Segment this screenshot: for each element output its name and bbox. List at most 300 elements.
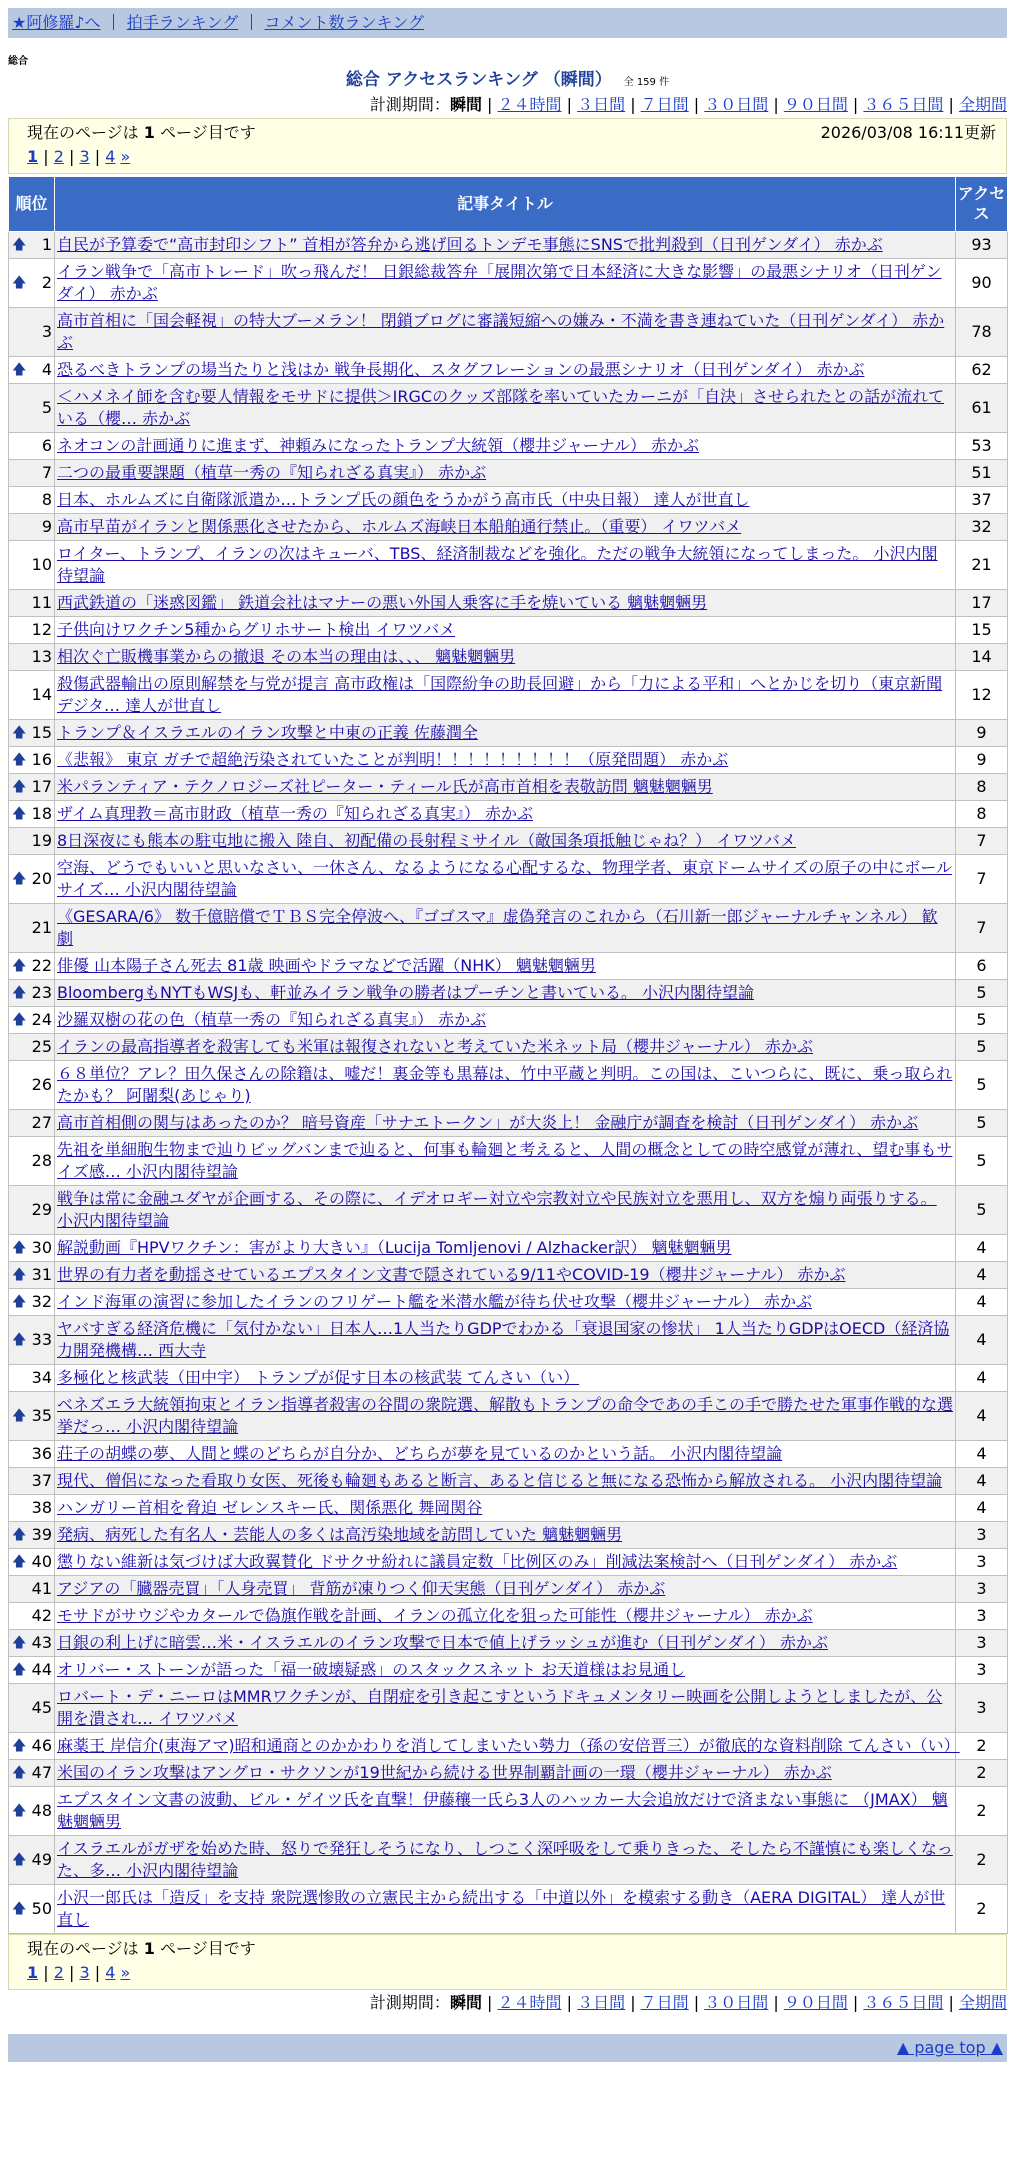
rank-up-arrow-icon: 🡅 bbox=[12, 779, 27, 795]
rank-up-arrow-icon: 🡅 bbox=[12, 1294, 27, 1310]
nav-home-link[interactable]: ★阿修羅♪へ bbox=[12, 13, 101, 32]
rank-number: 34 bbox=[31, 1368, 52, 1387]
period-label: 計測期間： bbox=[369, 95, 450, 114]
page-separator: | bbox=[89, 1963, 106, 1982]
rank-number: 23 bbox=[31, 983, 52, 1002]
period-option[interactable]: ３６５日間 bbox=[863, 1993, 944, 2012]
period-separator: | bbox=[943, 1993, 959, 2012]
title-cell bbox=[55, 384, 956, 433]
article-title-link[interactable]: 戦争は常に金融ユダヤが企画する、その際に、イデオロギー対立や宗教対立や民族対立を悪用し、双方を煽り両張りする。 小沢内閣待望論 bbox=[57, 1189, 937, 1230]
total-count: 全 159 件 bbox=[623, 77, 670, 88]
article-title-link[interactable]: BloombergもNYTもWSJも、軒並みイラン戦争の勝者はプーチンと書いている。 小沢内閣待望論 bbox=[57, 983, 755, 1002]
rank-number: 37 bbox=[31, 1471, 52, 1490]
rank-number: 42 bbox=[31, 1606, 52, 1625]
access-count: 78 bbox=[956, 308, 1008, 357]
rank-number: 20 bbox=[31, 869, 52, 888]
article-title-link[interactable]: 西武鉄道の「迷惑図鑑」 鉄道会社はマナーの悪い外国人乗客に手を焼いている 魑魅魍魎男 bbox=[57, 593, 708, 612]
access-count: 4 bbox=[956, 1392, 1008, 1441]
period-option[interactable]: ３０日間 bbox=[704, 95, 769, 114]
title-cell bbox=[55, 1549, 956, 1576]
access-count: 8 bbox=[956, 801, 1008, 828]
rank-number: 11 bbox=[31, 593, 52, 612]
table-row bbox=[9, 1836, 1008, 1885]
table-row bbox=[9, 953, 1008, 980]
next-page-link[interactable]: » bbox=[120, 147, 131, 166]
category-label: 総合 bbox=[8, 56, 28, 67]
article-title-link[interactable]: ６８単位？アレ？田久保さんの除籍は、嘘だ！裏金等も黒幕は、竹中平蔵と判明。この国は、こいつらに、既に、乗っ取られたかも？ 阿闍梨(あじゃり) bbox=[57, 1064, 953, 1105]
table-row bbox=[9, 1657, 1008, 1684]
period-separator: | bbox=[847, 95, 864, 114]
period-option: 瞬間 bbox=[449, 1993, 482, 2012]
access-count: 4 bbox=[956, 1441, 1008, 1468]
article-title-link[interactable]: 相次ぐ亡販機事業からの撤退 その本当の理由は、、、 魑魅魍魎男 bbox=[57, 647, 516, 666]
access-count: 5 bbox=[956, 1061, 1008, 1110]
pagination-bottom bbox=[27, 1961, 996, 1985]
page-link[interactable]: 2 bbox=[53, 1963, 64, 1982]
article-title-link[interactable]: トランプ＆イスラエルのイラン攻撃と中東の正義 佐藤潤全 bbox=[57, 723, 478, 742]
table-row bbox=[9, 1365, 1008, 1392]
table-row bbox=[9, 1549, 1008, 1576]
article-title-link[interactable]: ハンガリー首相を脅迫 ゼレンスキー氏、関係悪化 舞岡関谷 bbox=[57, 1498, 483, 1517]
rank-cell bbox=[9, 232, 55, 259]
period-option[interactable]: ３日間 bbox=[577, 1993, 626, 2012]
rank-number: 32 bbox=[31, 1292, 52, 1311]
rank-up-arrow-icon: 🡅 bbox=[12, 871, 27, 887]
access-count: 2 bbox=[956, 1836, 1008, 1885]
access-count: 3 bbox=[956, 1549, 1008, 1576]
rank-up-arrow-icon: 🡅 bbox=[12, 1662, 27, 1678]
title-cell bbox=[55, 1495, 956, 1522]
rank-number: 6 bbox=[41, 436, 52, 455]
rank-cell bbox=[9, 1684, 55, 1733]
title-cell bbox=[55, 357, 956, 384]
page-link[interactable]: 2 bbox=[53, 147, 64, 166]
title-cell bbox=[55, 1289, 956, 1316]
rank-up-arrow-icon: 🡅 bbox=[12, 1332, 27, 1348]
rank-up-arrow-icon: 🡅 bbox=[12, 1901, 27, 1917]
article-title-link[interactable]: ネオコンの計画通りに進まず、神頼みになったトランプ大統領（櫻井ジャーナル） 赤かぶ bbox=[57, 436, 700, 455]
article-title-link[interactable]: イラン戦争で「高市トレード」吹っ飛んだ！ 日銀総裁答弁「展開次第で日本経済に大きな影響」の最悪シナリオ（日刊ゲンダイ） 赤かぶ bbox=[57, 262, 942, 303]
page-link[interactable]: 1 bbox=[27, 147, 39, 166]
rank-up-arrow-icon: 🡅 bbox=[12, 237, 27, 253]
article-title-link[interactable]: 世界の有力者を動揺させているエプスタイン文書で隠されている9/11やCOVID-19（櫻井ジャーナル） 赤かぶ bbox=[57, 1265, 846, 1284]
page-info-bottom: 現在のページは 1 ページ目です bbox=[27, 1939, 256, 1958]
period-option[interactable]: 全期間 bbox=[958, 1993, 1007, 2012]
rank-cell bbox=[9, 1657, 55, 1684]
article-title-link[interactable]: インド海軍の演習に参加したイランのフリゲート艦を米潜水艦が待ち伏せ攻撃（櫻井ジャーナル） 赤かぶ bbox=[57, 1292, 813, 1311]
table-row bbox=[9, 747, 1008, 774]
title-cell bbox=[55, 514, 956, 541]
table-row bbox=[9, 1522, 1008, 1549]
table-row bbox=[9, 644, 1008, 671]
article-title-link[interactable]: オリバー・ストーンが語った「福一破壊疑惑」のスタックスネット お天道様はお見通し bbox=[57, 1660, 686, 1679]
period-option[interactable]: ２４時間 bbox=[497, 1993, 562, 2012]
access-count: 4 bbox=[956, 1262, 1008, 1289]
article-title-link[interactable]: ＜ハメネイ師を含む要人情報をモサドに提供＞IRGCのクッズ部隊を率いていたカーニが「自決」させられたとの話が流れている（櫻… 赤かぶ bbox=[57, 387, 945, 428]
access-count: 5 bbox=[956, 980, 1008, 1007]
access-count: 2 bbox=[956, 1885, 1008, 1934]
article-title-link[interactable]: 高市早苗がイランと関係悪化させたから、ホルムズ海峡日本船舶通行禁止。（重要） イワツバメ bbox=[57, 517, 742, 536]
title-cell bbox=[55, 590, 956, 617]
table-row bbox=[9, 720, 1008, 747]
title-cell bbox=[55, 644, 956, 671]
table-row bbox=[9, 1262, 1008, 1289]
table-row bbox=[9, 1468, 1008, 1495]
table-row bbox=[9, 1885, 1008, 1934]
rank-number: 9 bbox=[41, 517, 52, 536]
rank-number: 7 bbox=[41, 463, 52, 482]
title-cell bbox=[55, 747, 956, 774]
article-title-link[interactable]: モサドがサウジやカタールで偽旗作戦を計画、イランの孤立化を狙った可能性（櫻井ジャーナル） 赤かぶ bbox=[57, 1606, 813, 1625]
access-count: 2 bbox=[956, 1733, 1008, 1760]
rank-cell bbox=[9, 1137, 55, 1186]
page-link[interactable]: 3 bbox=[79, 147, 90, 166]
table-row bbox=[9, 1733, 1008, 1760]
title-cell bbox=[55, 671, 956, 720]
article-title-link[interactable]: 多極化と核武装（田中宇） トランプが促す日本の核武装 てんさい（い） bbox=[57, 1368, 580, 1387]
access-count: 37 bbox=[956, 487, 1008, 514]
page-link[interactable]: 1 bbox=[27, 1963, 39, 1982]
rank-number: 14 bbox=[31, 685, 52, 704]
top-nav bbox=[8, 8, 1007, 38]
rank-cell bbox=[9, 1549, 55, 1576]
access-count: 17 bbox=[956, 590, 1008, 617]
title-cell bbox=[55, 1262, 956, 1289]
rank-cell bbox=[9, 1787, 55, 1836]
table-row bbox=[9, 1684, 1008, 1733]
period-separator: | bbox=[768, 1993, 784, 2012]
rank-number: 8 bbox=[41, 490, 52, 509]
rank-up-arrow-icon: 🡅 bbox=[12, 1527, 27, 1543]
article-title-link[interactable]: 小沢一郎氏は「造反」を支持 衆院選惨敗の立憲民主から続出する「中道以外」を模索する動き（AERA DIGITAL） 達人が世直し bbox=[57, 1888, 946, 1929]
article-title-link[interactable]: イランの最高指導者を殺害しても米軍は報復されないと考えていた米ネット局（櫻井ジャーナル） 赤かぶ bbox=[57, 1037, 813, 1056]
article-title-link[interactable]: 先祖を単細胞生物まで辿りビッグバンまで辿ると、何事も輪廻と考えると、人間の概念としての時空感覚が薄れ、望む事もサイズ感… 小沢内閣待望論 bbox=[57, 1140, 953, 1181]
title-cell bbox=[55, 1630, 956, 1657]
nav-separator: ｜ bbox=[105, 13, 122, 32]
rank-cell bbox=[9, 1316, 55, 1365]
nav-comment-ranking-link[interactable]: コメント数ランキング bbox=[264, 13, 425, 32]
table-row bbox=[9, 1061, 1008, 1110]
article-title-link[interactable]: アジアの「臓器売買」「人身売買」 背筋が凍りつく仰天実態（日刊ゲンダイ） 赤かぶ bbox=[57, 1579, 666, 1598]
rank-cell bbox=[9, 855, 55, 904]
table-row bbox=[9, 1316, 1008, 1365]
period-option[interactable]: ９０日間 bbox=[783, 1993, 848, 2012]
article-title-link[interactable]: ヤバすぎる経済危機に「気付かない」日本人…1人当たりGDPでわかる「衰退国家の惨状」 1人当たりGDPはOECD（経済協力開発機構… 西大寺 bbox=[57, 1319, 950, 1360]
rank-up-arrow-icon: 🡅 bbox=[12, 1012, 27, 1028]
rank-number: 28 bbox=[31, 1151, 52, 1170]
table-row bbox=[9, 357, 1008, 384]
title-cell bbox=[55, 1657, 956, 1684]
title-cell bbox=[55, 720, 956, 747]
period-separator: | bbox=[768, 95, 784, 114]
article-title-link[interactable]: 日銀の利上げに暗雲…米・イスラエルのイラン攻撃で日本で値上げラッシュが進む（日刊ゲンダイ） 赤かぶ bbox=[57, 1633, 829, 1652]
table-row bbox=[9, 904, 1008, 953]
article-title-link[interactable]: 二つの最重要課題（植草一秀の『知られざる真実』） 赤かぶ bbox=[57, 463, 487, 482]
rank-cell bbox=[9, 541, 55, 590]
period-separator: | bbox=[561, 95, 578, 114]
rank-up-arrow-icon: 🡅 bbox=[12, 362, 27, 378]
title-cell bbox=[55, 1836, 956, 1885]
rank-number: 35 bbox=[31, 1406, 52, 1425]
access-count: 3 bbox=[956, 1522, 1008, 1549]
rank-cell bbox=[9, 1760, 55, 1787]
title-cell bbox=[55, 1392, 956, 1441]
rank-number: 40 bbox=[31, 1552, 52, 1571]
page-title bbox=[8, 68, 1007, 92]
rank-up-arrow-icon: 🡅 bbox=[12, 1408, 27, 1424]
table-row bbox=[9, 1392, 1008, 1441]
page-separator: | bbox=[38, 1963, 54, 1982]
table-row bbox=[9, 1186, 1008, 1235]
rank-up-arrow-icon: 🡅 bbox=[12, 275, 27, 291]
title-cell bbox=[55, 1468, 956, 1495]
page-separator: | bbox=[89, 147, 106, 166]
access-count: 5 bbox=[956, 1007, 1008, 1034]
article-title-link[interactable]: エプスタイン文書の波動、ビル・ゲイツ氏を直撃！伊藤穰一氏ら3人のハッカー大会追放だけで済まない事態に （JMAX） 魑魅魍魎男 bbox=[57, 1790, 948, 1831]
period-separator: | bbox=[481, 95, 498, 114]
article-title-link[interactable]: 解説動画『HPVワクチン：害がより大きい』（Lucija Tomljenovi / Alzhacker訳） 魑魅魍魎男 bbox=[57, 1238, 732, 1257]
period-option[interactable]: ９０日間 bbox=[783, 95, 848, 114]
period-option[interactable]: ７日間 bbox=[640, 1993, 689, 2012]
table-row bbox=[9, 1603, 1008, 1630]
rank-cell bbox=[9, 1262, 55, 1289]
rank-cell bbox=[9, 774, 55, 801]
rank-number: 1 bbox=[41, 235, 52, 254]
access-count: 6 bbox=[956, 953, 1008, 980]
article-title-link[interactable]: 米国のイラン攻撃はアングロ・サクソンが19世紀から続ける世界制覇計画の一環（櫻井ジャーナル） 赤かぶ bbox=[57, 1763, 832, 1782]
rank-number: 2 bbox=[41, 273, 52, 292]
access-count: 14 bbox=[956, 644, 1008, 671]
page-link[interactable]: 3 bbox=[79, 1963, 90, 1982]
period-separator: | bbox=[625, 1993, 641, 2012]
access-count: 4 bbox=[956, 1316, 1008, 1365]
nav-separator: ｜ bbox=[243, 13, 260, 32]
nav-applause-ranking-link[interactable]: 拍手ランキング bbox=[126, 13, 239, 32]
footer-bar bbox=[8, 2034, 1007, 2062]
table-row bbox=[9, 384, 1008, 433]
rank-number: 3 bbox=[41, 322, 52, 341]
period-separator: | bbox=[688, 95, 705, 114]
rank-cell bbox=[9, 487, 55, 514]
rank-up-arrow-icon: 🡅 bbox=[12, 1240, 27, 1256]
article-title-link[interactable]: イスラエルがガザを始めた時、怒りで発狂しそうになり、しつこく深呼吸をして乗りきった、そしたら不謹慎にも楽しくなった、多… 小沢内閣待望論 bbox=[57, 1839, 953, 1880]
article-title-link[interactable]: 子供向けワクチン5種からグリホサート検出 イワツバメ bbox=[57, 620, 456, 639]
title-cell bbox=[55, 1061, 956, 1110]
table-row bbox=[9, 487, 1008, 514]
rank-number: 27 bbox=[31, 1113, 52, 1132]
article-title-link[interactable]: 沙羅双樹の花の色（植草一秀の『知られざる真実』） 赤かぶ bbox=[57, 1010, 487, 1029]
article-title-link[interactable]: ベネズエラ大統領拘束とイラン指導者殺害の谷間の衆院選、解散もトランプの命令であの手この手で勝たせた軍事作戦的な選挙だっ… 小沢内閣待望論 bbox=[57, 1395, 954, 1436]
rank-number: 22 bbox=[31, 956, 52, 975]
article-title-link[interactable]: 懲りない維新は気づけば大政翼賛化 ドサクサ紛れに議員定数「比例区のみ」削減法案検討へ（日刊ゲンダイ） 赤かぶ bbox=[57, 1552, 898, 1571]
access-count: 2 bbox=[956, 1787, 1008, 1836]
rank-cell bbox=[9, 1392, 55, 1441]
article-title-link[interactable]: 高市首相に「国会軽視」の特大ブーメラン！ 閉鎖ブログに審議短縮への嫌み・不満を書き連ねていた（日刊ゲンダイ） 赤かぶ bbox=[57, 311, 945, 352]
article-title-link[interactable]: 現代、僧侶になった看取り女医、死後も輪廻もあると断言、あると信じると無になる恐怖から解放される。 小沢内閣待望論 bbox=[57, 1471, 943, 1490]
period-option[interactable]: ３６５日間 bbox=[863, 95, 944, 114]
article-title-link[interactable]: 高市首相側の関与はあったのか？ 暗号資産「サナエトークン」が大炎上！ 金融庁が調査を検討（日刊ゲンダイ） 赤かぶ bbox=[57, 1113, 919, 1132]
access-count: 7 bbox=[956, 855, 1008, 904]
pagination-top bbox=[27, 145, 996, 169]
article-title-link[interactable]: 8日深夜にも熊本の駐屯地に搬入 陸自、初配備の長射程ミサイル（敵国条項抵触じゃね？） イワツバメ bbox=[57, 831, 796, 850]
rank-up-arrow-icon: 🡅 bbox=[12, 725, 27, 741]
rank-up-arrow-icon: 🡅 bbox=[12, 752, 27, 768]
rank-cell bbox=[9, 590, 55, 617]
article-title-link[interactable]: 恐るべきトランプの場当たりと浅はか 戦争長期化、スタグフレーションの最悪シナリオ（日刊ゲンダイ） 赤かぶ bbox=[57, 360, 865, 379]
table-row bbox=[9, 1576, 1008, 1603]
rank-cell bbox=[9, 1576, 55, 1603]
table-row bbox=[9, 801, 1008, 828]
rank-cell bbox=[9, 1034, 55, 1061]
title-cell bbox=[55, 460, 956, 487]
article-title-link[interactable]: 米パランティア・テクノロジーズ社ピーター・ティール氏が高市首相を表敬訪問 魑魅魍魎男 bbox=[57, 777, 713, 796]
article-title-link[interactable]: 自民が予算委で“高市封印シフト” 首相が答弁から逃げ回るトンデモ事態にSNSで批判殺到（日刊ゲンダイ） 赤かぶ bbox=[57, 235, 883, 254]
rank-number: 46 bbox=[31, 1736, 52, 1755]
rank-number: 24 bbox=[31, 1010, 52, 1029]
rank-number: 10 bbox=[31, 555, 52, 574]
next-page-link[interactable]: » bbox=[120, 1963, 131, 1982]
table-row bbox=[9, 433, 1008, 460]
table-row bbox=[9, 1289, 1008, 1316]
period-separator: | bbox=[847, 1993, 864, 2012]
rank-up-arrow-icon: 🡅 bbox=[12, 1554, 27, 1570]
title-cell bbox=[55, 1885, 956, 1934]
access-count: 9 bbox=[956, 747, 1008, 774]
access-count: 12 bbox=[956, 671, 1008, 720]
article-title-link[interactable]: 俳優 山本陽子さん死去 81歳 映画やドラマなどで活躍（NHK） 魑魅魍魎男 bbox=[57, 956, 596, 975]
header-title: 記事タイトル bbox=[55, 177, 956, 232]
title-cell bbox=[55, 1576, 956, 1603]
title-cell bbox=[55, 1522, 956, 1549]
title-cell bbox=[55, 774, 956, 801]
rank-number: 16 bbox=[31, 750, 52, 769]
table-row bbox=[9, 232, 1008, 259]
rank-cell bbox=[9, 720, 55, 747]
access-count: 61 bbox=[956, 384, 1008, 433]
article-title-link[interactable]: 殺傷武器輸出の原則解禁を与党が提言 高市政権は「国際紛争の助長回避」から「力による平和」へとかじを切り（東京新聞デジタ… 達人が世直し bbox=[57, 674, 943, 715]
rank-number: 41 bbox=[31, 1579, 52, 1598]
page-info-box bbox=[8, 118, 1007, 174]
rank-cell bbox=[9, 953, 55, 980]
period-separator: | bbox=[481, 1993, 498, 2012]
period-separator: | bbox=[943, 95, 959, 114]
rank-cell bbox=[9, 433, 55, 460]
rank-cell bbox=[9, 1110, 55, 1137]
rank-cell bbox=[9, 259, 55, 308]
rank-cell bbox=[9, 1186, 55, 1235]
period-selector-top bbox=[8, 92, 1007, 118]
rank-cell bbox=[9, 801, 55, 828]
ranking-title: 総合 アクセスランキング （瞬間） bbox=[345, 70, 612, 90]
period-option[interactable]: ３０日間 bbox=[704, 1993, 769, 2012]
table-row bbox=[9, 308, 1008, 357]
article-title-link[interactable]: 発病、病死した有名人・芸能人の多くは高汚染地域を訪問していた 魑魅魍魎男 bbox=[57, 1525, 623, 1544]
article-title-link[interactable]: 《悲報》 東京 ガチで超絶汚染されていたことが判明！！！！！！！！！（原発問題） 赤かぶ bbox=[57, 750, 729, 769]
access-count: 2 bbox=[956, 1760, 1008, 1787]
article-title-link[interactable]: 日本、ホルムズに自衛隊派遣か…トランプ氏の顔色をうかがう高市氏（中央日報） 達人が世直し bbox=[57, 490, 750, 509]
rank-number: 4 bbox=[41, 360, 52, 379]
access-count: 53 bbox=[956, 433, 1008, 460]
table-row bbox=[9, 774, 1008, 801]
article-title-link[interactable]: 麻薬王 岸信介(東海アマ)昭和通商とのかかわりを消してしまいたい勢力（孫の安倍晋三）が徹底的な資料削除 てんさい（い） bbox=[57, 1736, 960, 1755]
rank-number: 29 bbox=[31, 1200, 52, 1219]
article-title-link[interactable]: 空海、どうでもいいと思いなさい、一休さん、なるようになる心配するな、物理学者、東京ドームサイズの原子の中にボールサイズ… 小沢内閣待望論 bbox=[57, 858, 953, 899]
table-row bbox=[9, 1441, 1008, 1468]
access-count: 4 bbox=[956, 1289, 1008, 1316]
access-count: 7 bbox=[956, 828, 1008, 855]
rank-number: 30 bbox=[31, 1238, 52, 1257]
period-separator: | bbox=[625, 95, 641, 114]
period-option[interactable]: 全期間 bbox=[958, 95, 1007, 114]
title-cell bbox=[55, 541, 956, 590]
rank-cell bbox=[9, 747, 55, 774]
rank-cell bbox=[9, 1630, 55, 1657]
article-title-link[interactable]: ロバート・デ・ニーロはMMRワクチンが、自閉症を引き起こすというドキュメンタリー映画を公開しようとしましたが、公開を潰され… イワツバメ bbox=[57, 1687, 943, 1728]
rank-cell bbox=[9, 308, 55, 357]
table-row bbox=[9, 1034, 1008, 1061]
rank-cell bbox=[9, 1495, 55, 1522]
rank-number: 49 bbox=[31, 1850, 52, 1869]
title-cell bbox=[55, 1365, 956, 1392]
access-count: 3 bbox=[956, 1630, 1008, 1657]
rank-number: 5 bbox=[41, 398, 52, 417]
rank-cell bbox=[9, 1061, 55, 1110]
rank-number: 25 bbox=[31, 1037, 52, 1056]
rank-cell bbox=[9, 1885, 55, 1934]
article-title-link[interactable]: ロイター、トランプ、イランの次はキューバ、TBS、経済制裁などを強化。ただの戦争大統領になってしまった。 小沢内閣待望論 bbox=[57, 544, 938, 585]
access-count: 62 bbox=[956, 357, 1008, 384]
access-count: 3 bbox=[956, 1684, 1008, 1733]
ranking-table bbox=[8, 176, 1008, 1934]
title-cell bbox=[55, 855, 956, 904]
rank-number: 48 bbox=[31, 1801, 52, 1820]
period-option[interactable]: ７日間 bbox=[640, 95, 689, 114]
rank-number: 17 bbox=[31, 777, 52, 796]
page-top-link[interactable]: ▲ page top ▲ bbox=[896, 2038, 1003, 2057]
page-link[interactable]: 4 bbox=[105, 147, 116, 166]
period-option[interactable]: ３日間 bbox=[577, 95, 626, 114]
access-count: 3 bbox=[956, 1576, 1008, 1603]
rank-number: 26 bbox=[31, 1075, 52, 1094]
title-cell bbox=[55, 980, 956, 1007]
rank-up-arrow-icon: 🡅 bbox=[12, 985, 27, 1001]
title-cell bbox=[55, 1186, 956, 1235]
page-separator: | bbox=[63, 147, 80, 166]
article-title-link[interactable]: ザイム真理教＝高市財政（植草一秀の『知られざる真実』） 赤かぶ bbox=[57, 804, 533, 823]
rank-cell bbox=[9, 644, 55, 671]
access-count: 4 bbox=[956, 1495, 1008, 1522]
period-selector-bottom bbox=[8, 1990, 1007, 2016]
rank-cell bbox=[9, 460, 55, 487]
article-title-link[interactable]: 《GESARA/6》 数千億賠償でＴＢＳ完全停波へ、『ゴゴスマ』虚偽発言のこれから（石川新一郎ジャーナルチャンネル） 歓劇 bbox=[57, 907, 938, 948]
page-link[interactable]: 4 bbox=[105, 1963, 116, 1982]
rank-cell bbox=[9, 1365, 55, 1392]
title-cell bbox=[55, 487, 956, 514]
title-cell bbox=[55, 1110, 956, 1137]
rank-number: 21 bbox=[31, 918, 52, 937]
table-row bbox=[9, 1630, 1008, 1657]
rank-number: 31 bbox=[31, 1265, 52, 1284]
title-cell bbox=[55, 801, 956, 828]
access-count: 4 bbox=[956, 1468, 1008, 1495]
title-cell bbox=[55, 1137, 956, 1186]
title-cell bbox=[55, 1787, 956, 1836]
article-title-link[interactable]: 荘子の胡蝶の夢、人間と蝶のどちらが自分か、どちらが夢を見ているのかという話。 小沢内閣待望論 bbox=[57, 1444, 783, 1463]
rank-number: 12 bbox=[31, 620, 52, 639]
rank-cell bbox=[9, 671, 55, 720]
period-option[interactable]: ２４時間 bbox=[497, 95, 562, 114]
rank-number: 19 bbox=[31, 831, 52, 850]
